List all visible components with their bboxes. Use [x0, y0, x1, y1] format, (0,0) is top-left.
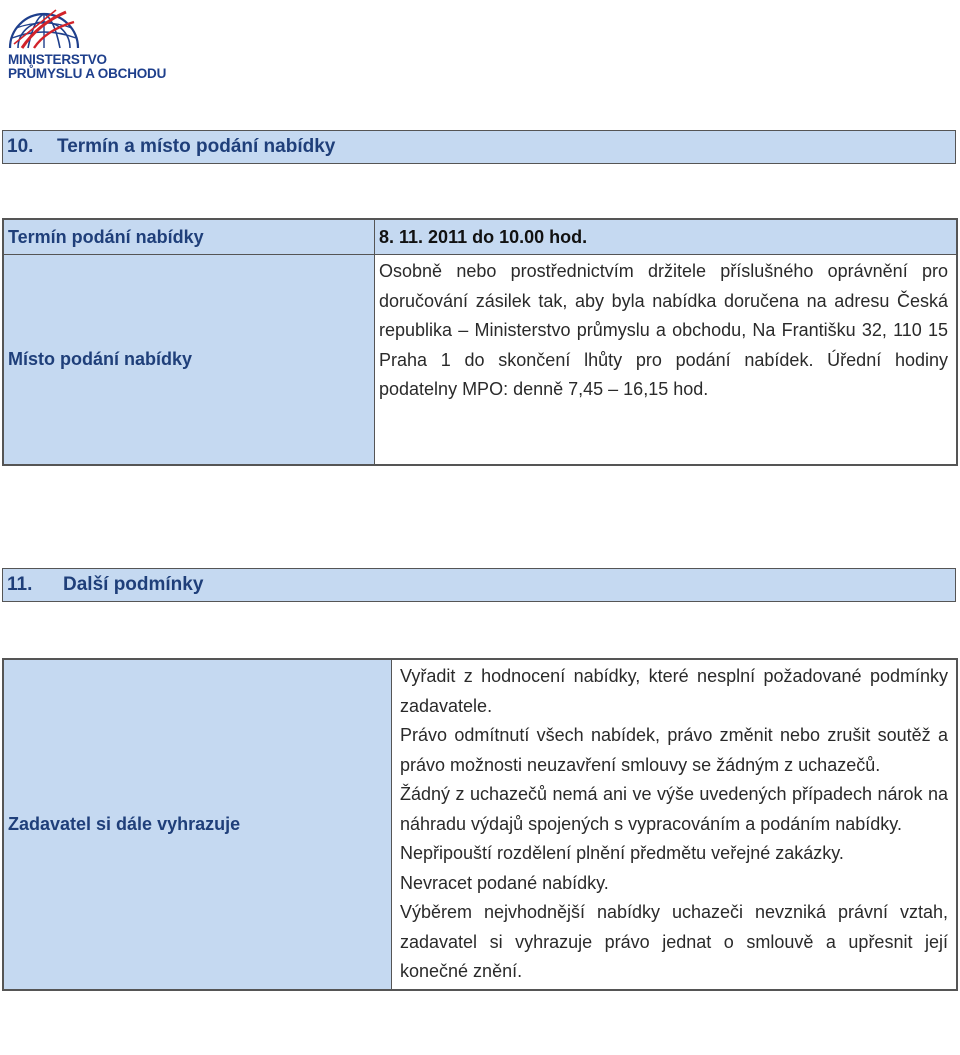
reservations-list [392, 659, 958, 990]
place-label: Místo podání nabídky [3, 255, 375, 466]
term-row [3, 219, 957, 255]
section-10-title: Termín a místo podání nabídky [57, 136, 336, 157]
term-value: 8. 11. 2011 do 10.00 hod. [375, 219, 958, 255]
logo-text-line1: MINISTERSTVO [8, 52, 107, 67]
logo-text-line2: PRŮMYSLU A OBCHODU [8, 66, 167, 81]
conditions-table [2, 658, 958, 991]
reservation-item: Výběrem nejvhodnější nabídky uchazeči nevzniká právní vztah, zadavatel si vyhrazuje právo jednat o smlouvě a upřesnit její konečné znění. [400, 902, 948, 981]
reservations-label: Zadavatel si dále vyhrazuje [3, 659, 392, 990]
reservation-item: Nevracet podané nabídky. [400, 872, 609, 893]
globe-logo-icon [4, 4, 84, 52]
section-10-number: 10. [7, 136, 34, 157]
section-11-heading [2, 568, 956, 602]
section-11-number: 11. [7, 574, 33, 595]
mpo-logo [4, 4, 174, 82]
place-value-cell [375, 255, 958, 466]
section-11-title: Další podmínky [63, 574, 204, 595]
reservation-item: Právo odmítnutí všech nabídek, právo změnit nebo zrušit soutěž a právo možnosti neuzavření smlouvy se žádným z uchazečů. [400, 725, 948, 775]
term-label: Termín podání nabídky [3, 219, 375, 255]
place-row [3, 255, 957, 466]
reservation-item: Nepřipouští rozdělení plnění předmětu veřejné zakázky. [400, 843, 844, 863]
section-10-heading [2, 130, 956, 164]
reservation-item: Vyřadit z hodnocení nabídky, které nesplní požadované podmínky zadavatele. [400, 666, 948, 716]
submission-table [2, 218, 958, 466]
place-value: Osobně nebo prostřednictvím držitele příslušného oprávnění pro doručování zásilek tak, aby byla nabídka doručena na adresu Česká republika – Ministerstvo průmyslu a obchodu, Na Františku 32, 110 15 Praha 1 do skončení lhůty pro podání nabídek. Úřední hodiny podatelny MPO: denně 7,45 – 16,15 hod. [379, 261, 948, 399]
reservation-item: Žádný z uchazečů nemá ani ve výše uvedených případech nárok na náhradu výdajů spojených s vypracováním a podáním nabídky. [400, 784, 948, 834]
reservations-row [3, 659, 957, 990]
